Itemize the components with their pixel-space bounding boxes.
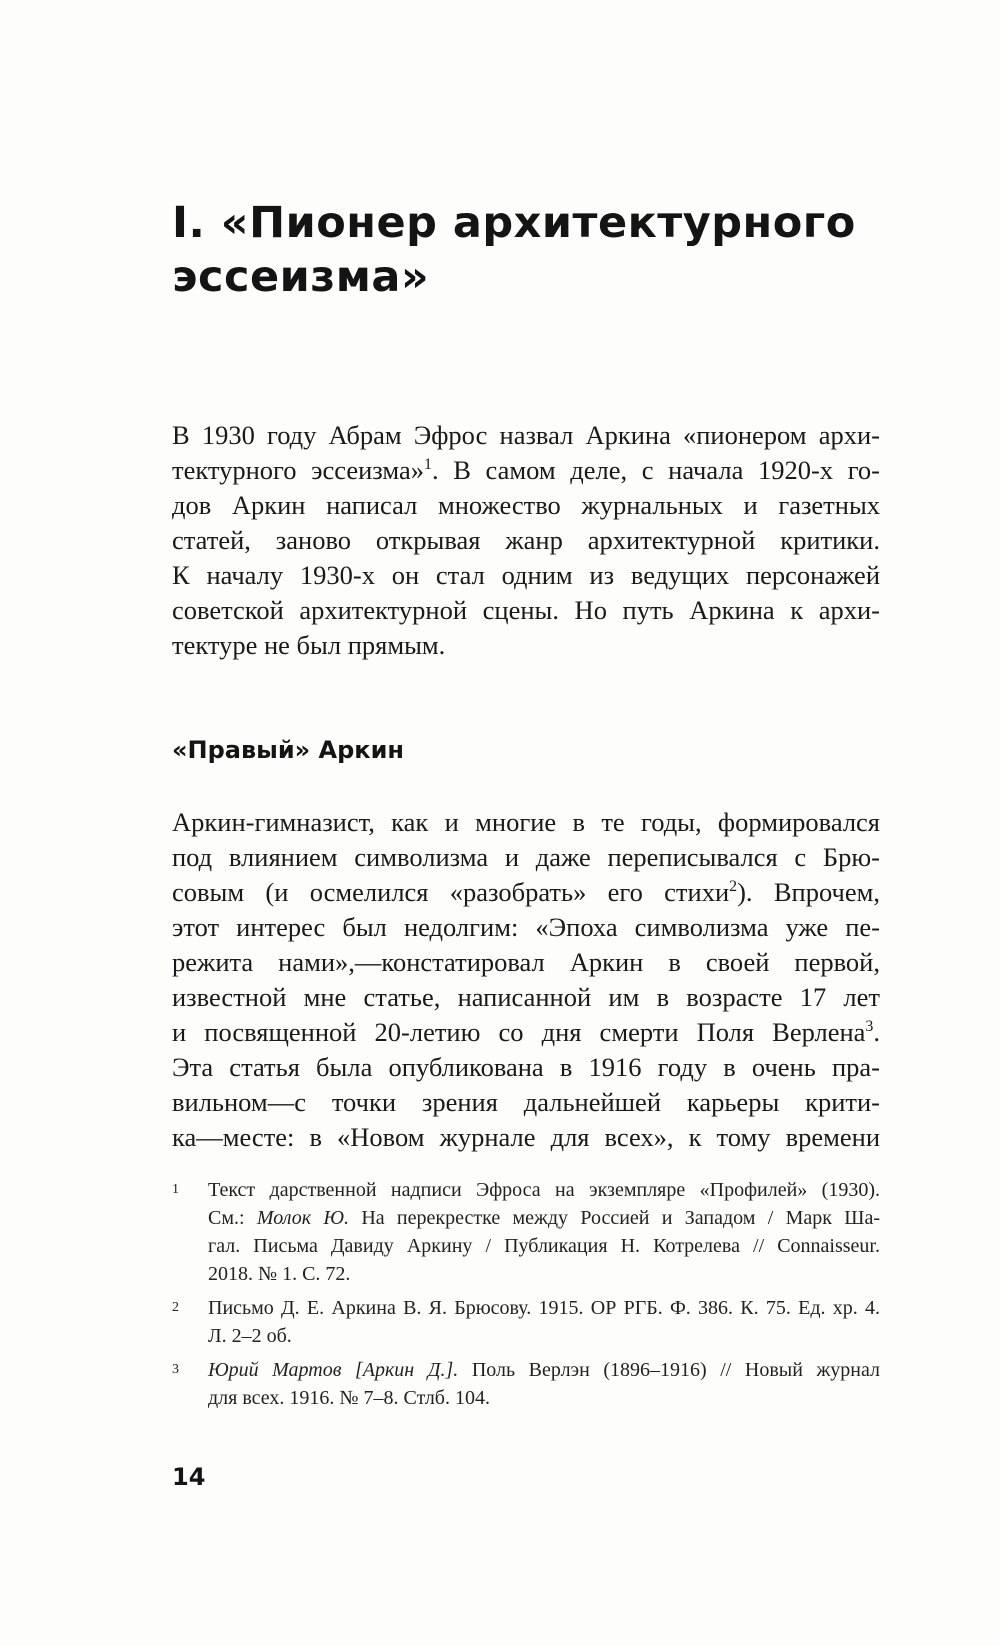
footnote-line: 2018. № 1. С. 72.: [208, 1263, 351, 1285]
author-name: Юрий Мартов [Аркин Д.].: [208, 1359, 459, 1381]
chapter-title: [172, 196, 892, 304]
chapter-title-line: I. «Пионер архитектурного: [172, 198, 856, 248]
footnotes: [172, 1176, 880, 1418]
text-line: ка—месте: в «Новом журнале для всех», к тому времени: [172, 1122, 880, 1152]
page-number: 14: [172, 1463, 206, 1491]
text-line: дов Аркин написал множество журнальных и газетных: [172, 490, 880, 520]
footnote-line: Л. 2–2 об.: [208, 1325, 292, 1347]
text-line: Аркин-гимназист, как и многие в те годы, формировался: [172, 807, 880, 837]
chapter-title-line: эссеизма»: [172, 252, 430, 302]
footnote-number: 3: [172, 1362, 179, 1377]
text-fragment: совым (и осмелился «разобрать» его стихи: [172, 877, 730, 907]
text-line: этот интерес был недолгим: «Эпоха символизма уже пе-: [172, 912, 880, 942]
text-line: статей, заново открывая жанр архитектурной критики.: [172, 525, 880, 555]
footnote-number: 1: [172, 1182, 179, 1197]
text-fragment: На перекрестке между Россией и Западом / Марк Ша-: [349, 1207, 880, 1229]
text-line: режита нами»,—констатировал Аркин в своей первой,: [172, 947, 880, 977]
footnote-line: гал. Письма Давиду Аркину / Публикация Н. Котрелева // Connaisseur.: [208, 1235, 880, 1257]
footnote-line: Письмо Д. Е. Аркина В. Я. Брюсову. 1915. ОР РГБ. Ф. 386. К. 75. Ед. хр. 4.: [208, 1297, 880, 1319]
text-line: под влиянием символизма и даже переписывался с Брю-: [172, 842, 880, 872]
text-fragment: Поль Верлэн (1896–1916) // Новый журнал: [458, 1359, 880, 1381]
text-line: [172, 875, 880, 910]
text-fragment: . В самом деле, с начала 1920-х го-: [431, 455, 880, 485]
text-line: Эта статья была опубликована в 1916 году в очень пра-: [172, 1052, 880, 1082]
author-name: Молок Ю.: [256, 1207, 350, 1229]
footnote-line: [208, 1356, 880, 1384]
footnote-ref[interactable]: 1: [423, 456, 432, 474]
footnote-3: [172, 1356, 880, 1412]
text-line: [172, 1015, 880, 1050]
text-fragment: тектурного эссеизма»: [172, 455, 424, 485]
text-line: тектуре не был прямым.: [172, 630, 446, 660]
footnote-ref[interactable]: 2: [729, 878, 738, 896]
text-line: [172, 453, 880, 488]
text-fragment: и посвященной 20-летию со дня смерти Поля Верлена: [172, 1017, 866, 1047]
text-line: вильном—с точки зрения дальнейшей карьеры крити-: [172, 1087, 880, 1117]
footnote-2: [172, 1294, 880, 1350]
footnote-number: 2: [172, 1300, 179, 1315]
text-line: К началу 1930-х он стал одним из ведущих персонажей: [172, 560, 880, 590]
intro-paragraph: [172, 418, 880, 663]
section-heading: «Правый» Аркин: [172, 736, 404, 764]
text-fragment: .: [873, 1017, 880, 1047]
text-fragment: ). Впрочем,: [737, 877, 881, 907]
text-line: известной мне статье, написанной им в возрасте 17 лет: [172, 982, 880, 1012]
footnote-line: для всех. 1916. № 7–8. Стлб. 104.: [208, 1387, 490, 1409]
text-line: советской архитектурной сцены. Но путь Аркина к архи-: [172, 595, 880, 625]
text-line: В 1930 году Абрам Эфрос назвал Аркина «пионером архи-: [172, 420, 880, 450]
footnote-line: [208, 1204, 880, 1232]
footnote-1: [172, 1176, 880, 1288]
body-paragraph: [172, 805, 880, 1155]
footnote-ref[interactable]: 3: [865, 1018, 874, 1036]
footnote-line: Текст дарственной надписи Эфроса на экземпляре «Профилей» (1930).: [208, 1179, 880, 1201]
text-fragment: См.:: [208, 1207, 257, 1229]
